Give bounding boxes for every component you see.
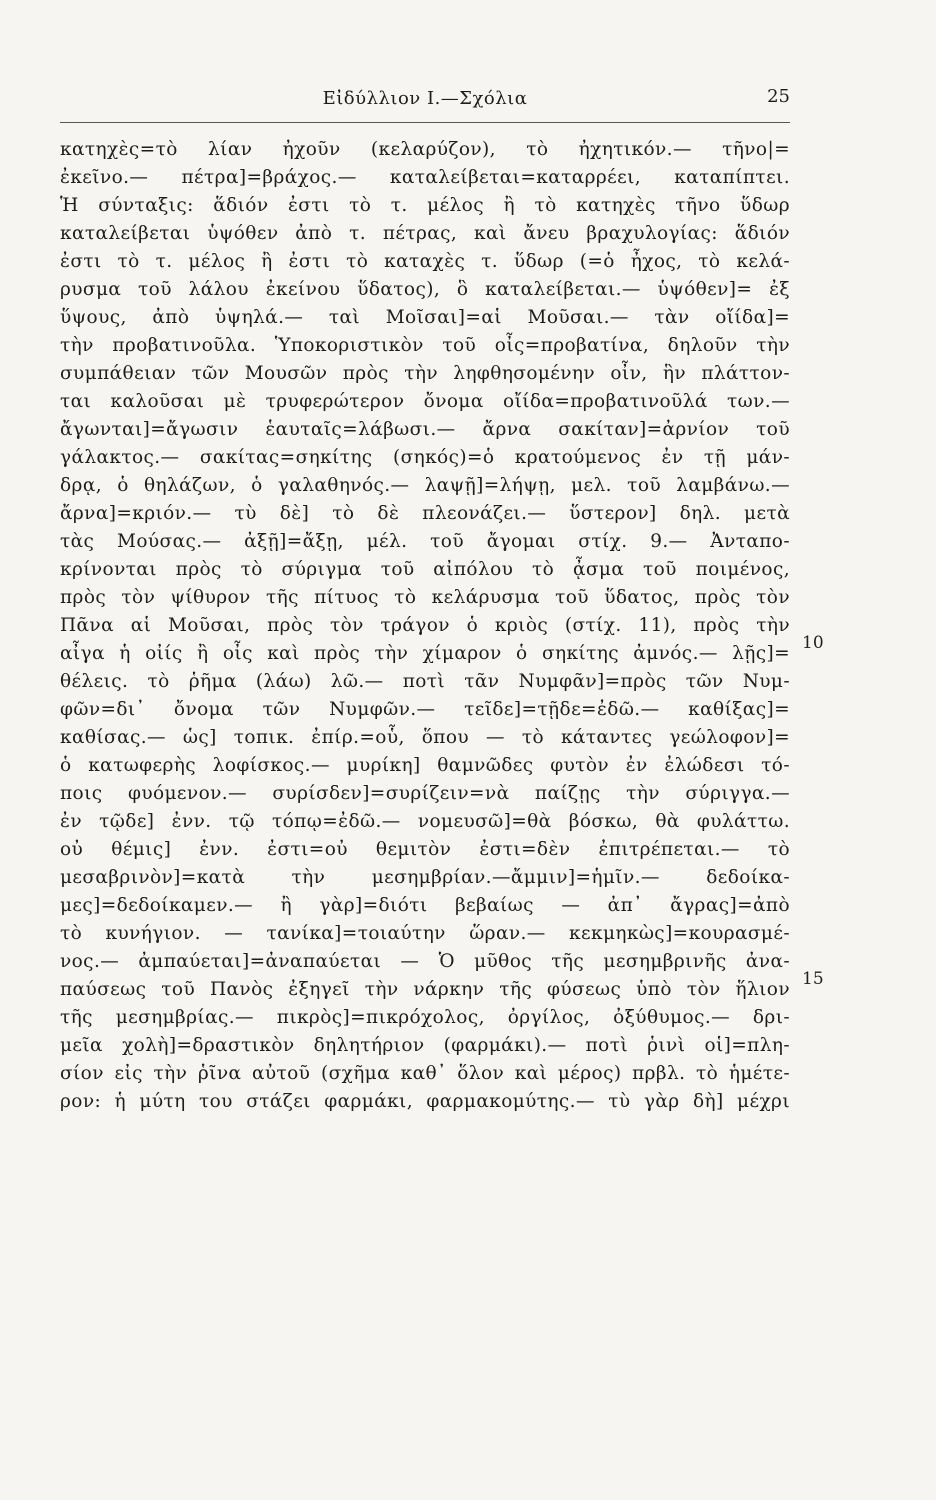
text-line: φῶν=δι᾿ ὄνομα τῶν Νυμφῶν.— τεῖδε]=τῇδε=ἐδῶ.— καθίξας]=	[60, 699, 790, 720]
text-line: Ἡ σύνταξις: ἅδιόν ἐστι τὸ τ. μέλος ἢ τὸ κατηχὲς τῆνο ὕδωρ	[60, 195, 790, 216]
text-line: ται καλοῦσαι μὲ τρυφερώτερον ὄνομα οἴίδα=προβατινοῦλά των.—	[60, 391, 790, 412]
text-line: πρὸς τὸν ψίθυρον τῆς πίτυος τὸ κελάρυσμα τοῦ ὕδατος, πρὸς τὸν	[60, 587, 790, 608]
text-line: τὴν προβατινοῦλα. Ὑποκοριστικὸν τοῦ οἶς=προβατίνα, δηλοῦν τὴν	[60, 335, 790, 356]
text-line: γάλακτος.— σακίτας=σηκίτης (σηκός)=ὁ κρατούμενος ἐν τῇ μάν-	[60, 447, 790, 468]
text-line: σίον εἰς τὴν ῥῖνα αὐτοῦ (σχῆμα καθ᾿ ὅλον καὶ μέρος) πρβλ. τὸ ἡμέτε-	[60, 1063, 790, 1084]
text-line: καταλείβεται ὑψόθεν ἀπὸ τ. πέτρας, καὶ ἄνευ βραχυλογίας: ἅδιόν	[60, 223, 790, 244]
text-line: ἐστι τὸ τ. μέλος ἢ ἐστι τὸ καταχὲς τ. ὕδωρ (=ὁ ἦχος, τὸ κελά-	[60, 251, 790, 272]
text-line: κρίνονται πρὸς τὸ σύριγμα τοῦ αἰπόλου τὸ ᾆσμα τοῦ ποιμένος,	[60, 559, 790, 580]
line-number-10: 10	[802, 633, 824, 653]
text-line: θέλεις. τὸ ῥῆμα (λάω) λῶ.— ποτὶ τᾶν Νυμφᾶν]=πρὸς τῶν Νυμ-	[60, 671, 790, 692]
running-header	[60, 82, 790, 112]
line-number-15: 15	[802, 969, 824, 989]
text-line: οὐ θέμις] ἐνν. ἐστι=οὐ θεμιτὸν ἐστι=δὲν ἐπιτρέπεται.— τὸ	[60, 839, 790, 860]
header-rule	[60, 122, 790, 123]
text-line: ποις φυόμενον.— συρίσδεν]=συρίζειν=νὰ παίζῃς τὴν σύριγγα.—	[60, 783, 790, 804]
text-line: νος.— ἀμπαύεται]=ἀναπαύεται — Ὁ μῦθος τῆς μεσημβρινῆς ἀνα-	[60, 951, 790, 972]
text-line: μεῖα χολὴ]=δραστικὸν δηλητήριον (φαρμάκι).— ποτὶ ῥινὶ οἱ]=πλη-	[60, 1035, 790, 1056]
text-line: ἄρνα]=κριόν.— τὺ δὲ] τὸ δὲ πλεονάζει.— ὕστερον] δηλ. μετὰ	[60, 503, 790, 524]
commentary-text	[60, 136, 824, 1116]
text-line: ὕψους, ἀπὸ ὑψηλά.— ταὶ Μοῖσαι]=αἱ Μοῦσαι.— τὰν οἴίδα]=	[60, 307, 790, 328]
text-line: ἄγωνται]=ἄγωσιν ἑαυταῖς=λάβωσι.— ἄρνα σακίταν]=ἀρνίον τοῦ	[60, 419, 790, 440]
text-line: συμπάθειαν τῶν Μουσῶν πρὸς τὴν ληφθησομένην οἶν, ἣν πλάττον-	[60, 363, 790, 384]
text-line: τὰς Μούσας.— ἀξῇ]=ἄξῃ, μέλ. τοῦ ἄγομαι στίχ. 9.— Ἀνταπο-	[60, 531, 790, 552]
text-line: παύσεως τοῦ Πανὸς ἐξηγεῖ τὴν νάρκην τῆς φύσεως ὑπὸ τὸν ἥλιον	[60, 979, 790, 1000]
text-line: Πᾶνα αἱ Μοῦσαι, πρὸς τὸν τράγον ὁ κριὸς (στίχ. 11), πρὸς τὴν	[60, 615, 790, 636]
text-line: δρᾳ, ὁ θηλάζων, ὁ γαλαθηνός.— λαψῇ]=λήψῃ, μελ. τοῦ λαμβάνω.—	[60, 475, 790, 496]
text-line: ρυσμα τοῦ λάλου ἐκείνου ὕδατος), ὃ καταλείβεται.— ὑψόθεν]= ἐξ	[60, 279, 790, 300]
text-line: τὸ κυνήγιον. — τανίκα]=τοιαύτην ὥραν.— κεκμηκὼς]=κουρασμέ-	[60, 923, 790, 944]
text-line: ὁ κατωφερὴς λοφίσκος.— μυρίκη] θαμνῶδες φυτὸν ἐν ἐλώδεσι τό-	[60, 755, 790, 776]
text-line: τῆς μεσημβρίας.— πικρὸς]=πικρόχολος, ὀργίλος, ὀξύθυμος.— δρι-	[60, 1007, 790, 1028]
text-line: ρον: ἡ μύτη του στάζει φαρμάκι, φαρμακομύτης.— τὺ γὰρ δὴ] μέχρι	[60, 1091, 790, 1112]
text-line: κατηχὲς=τὸ λίαν ἠχοῦν (κελαρύζον), τὸ ἠχητικόν.— τῆνο|=	[60, 139, 790, 160]
running-title: Εἰδύλλιον Ι.—Σχόλια	[322, 88, 528, 109]
text-line: ἐκεῖνο.— πέτρα]=βράχος.— καταλείβεται=καταρρέει, καταπίπτει.	[60, 167, 790, 188]
text-line: καθίσας.— ὡς] τοπικ. ἐπίρ.=οὗ, ὅπου — τὸ κάταντες γεώλοφον]=	[60, 727, 790, 748]
text-line: μες]=δεδοίκαμεν.— ἢ γὰρ]=διότι βεβαίως — ἀπ᾿ ἄγρας]=ἀπὸ	[60, 895, 790, 916]
text-line: μεσαβρινὸν]=κατὰ τὴν μεσημβρίαν.—ἄμμιν]=ἡμῖν.— δεδοίκα-	[60, 867, 790, 888]
page-number: 25	[767, 86, 790, 107]
text-line: αἶγα ἡ οἰίς ἢ οἶς καὶ πρὸς τὴν χίμαρον ὁ σηκίτης ἀμνός.— λῇς]=	[60, 643, 790, 664]
text-line: ἐν τῷδε] ἐνν. τῷ τόπῳ=ἐδῶ.— νομευσῶ]=θὰ βόσκω, θὰ φυλάττω.	[60, 811, 790, 832]
